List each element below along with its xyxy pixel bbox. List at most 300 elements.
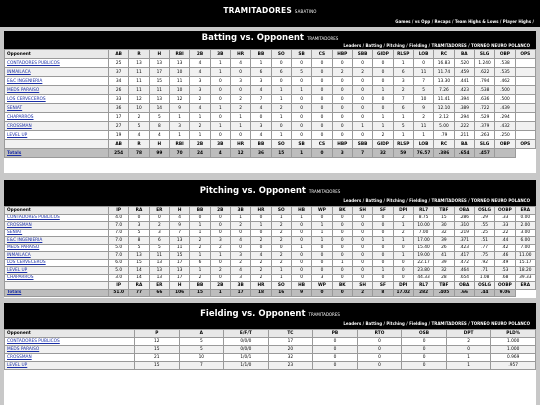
batting-cell: 2: [230, 104, 250, 113]
batting-col-header[interactable]: H: [149, 50, 169, 59]
batting-cell: 0: [312, 122, 332, 131]
batting-cell: 0: [291, 95, 311, 104]
pitching-col-header[interactable]: 2B: [210, 207, 230, 215]
pitching-cell: 0: [312, 214, 332, 222]
batting-total-cell: 76.57: [413, 149, 433, 158]
pitching-cell: .33: [495, 214, 515, 222]
batting-total-cell: 12: [230, 149, 250, 158]
batting-cell: 7: [393, 95, 413, 104]
pitching-cell: .49: [495, 259, 515, 267]
pitching-total-cell: 9: [291, 289, 311, 297]
batting-cell: .389: [454, 104, 474, 113]
batting-cell: 0: [352, 77, 372, 86]
pitching-cell: .25: [474, 229, 494, 237]
batting-cell: 12: [169, 95, 189, 104]
batting-cell: 0: [352, 86, 372, 95]
pitching-cell: 0: [332, 222, 352, 230]
pitching-col-header[interactable]: SO: [271, 207, 291, 215]
pitching-cell: 15.17: [515, 259, 535, 267]
pitching-cell: .51: [474, 237, 494, 245]
pitching-col-header[interactable]: BB: [190, 207, 210, 215]
fielding-cell: 15: [135, 362, 180, 370]
fielding-col-header[interactable]: DPT: [446, 330, 491, 338]
batting-total-cell: 32: [373, 149, 393, 158]
fielding-cell: 0.969: [491, 354, 536, 362]
batting-repeat-header-cell: RC: [434, 140, 454, 149]
batting-cell: 13: [169, 59, 189, 68]
pitching-total-cell: 0: [332, 289, 352, 297]
batting-col-header[interactable]: RLSP: [393, 50, 413, 59]
batting-cell: 0: [251, 113, 271, 122]
batting-cell: 1: [230, 113, 250, 122]
batting-repeat-header-cell: AB: [109, 140, 129, 149]
pitching-total-cell: 282: [413, 289, 433, 297]
pitching-cell: 28: [434, 274, 454, 282]
fielding-cell: 0/0/0: [224, 346, 269, 354]
opponent-link[interactable]: SENIAT: [5, 229, 109, 237]
pitching-cell: 0: [210, 229, 230, 237]
batting-cell: 1: [210, 104, 230, 113]
pitching-cell: 0: [129, 214, 149, 222]
batting-table-row: [5, 86, 536, 95]
batting-cell: 1: [210, 59, 230, 68]
batting-col-header[interactable]: OPS: [515, 50, 535, 59]
fielding-cell: 5: [179, 346, 224, 354]
top-header: [0, 0, 540, 27]
batting-cell: .294: [495, 113, 515, 122]
pitching-cell: 2: [393, 214, 413, 222]
opponent-link[interactable]: MEDS PARAISO: [5, 346, 135, 354]
batting-cell: 10: [413, 95, 433, 104]
batting-cell: 5: [413, 86, 433, 95]
pitching-col-header[interactable]: ER: [149, 207, 169, 215]
pitching-col-header[interactable]: H: [169, 207, 189, 215]
batting-cell: 0: [210, 131, 230, 140]
batting-cell: 6: [271, 68, 291, 77]
pitching-cell: 0: [373, 222, 393, 230]
batting-col-header[interactable]: HBP: [332, 50, 352, 59]
batting-col-header[interactable]: Opponent: [5, 50, 109, 59]
batting-cell: 2: [230, 95, 250, 104]
top-nav-links[interactable]: Games / vs Opp / Recaps / Team Highs & Lows / Player Highs /: [395, 19, 534, 24]
fielding-col-header[interactable]: RTO: [357, 330, 402, 338]
batting-cell: 0: [352, 59, 372, 68]
pitching-cell: .44: [495, 237, 515, 245]
batting-cell: 4: [190, 104, 210, 113]
batting-cell: 0: [332, 122, 352, 131]
batting-col-header[interactable]: AB: [109, 50, 129, 59]
opponent-link[interactable]: MEDS PARAISO: [5, 86, 109, 95]
batting-col-header[interactable]: 3B: [210, 50, 230, 59]
batting-cell: 0: [332, 95, 352, 104]
batting-cell: 0: [291, 122, 311, 131]
batting-cell: 7: [251, 95, 271, 104]
opponent-link[interactable]: CONTADORES PUBLICOS: [5, 214, 109, 222]
batting-repeat-header-cell: SBB: [352, 140, 372, 149]
batting-col-header[interactable]: BB: [251, 50, 271, 59]
batting-cell: 1: [271, 131, 291, 140]
batting-repeat-header-cell: R: [129, 140, 149, 149]
pitching-cell: 4: [251, 252, 271, 260]
batting-cell: .459: [454, 68, 474, 77]
pitching-repeat-header-cell: HB: [291, 282, 311, 290]
batting-panel: [4, 31, 536, 173]
pitching-cell: 11.00: [515, 252, 535, 260]
batting-col-header[interactable]: LOB: [413, 50, 433, 59]
batting-cell: 3: [251, 122, 271, 131]
batting-cell: 16.83: [434, 59, 454, 68]
pitching-repeat-header-cell: OSLG: [474, 282, 494, 290]
pitching-cell: 0: [312, 244, 332, 252]
pitching-cell: 0: [210, 214, 230, 222]
batting-col-header[interactable]: HR: [230, 50, 250, 59]
pitching-cell: 0: [312, 252, 332, 260]
batting-cell: 8: [149, 122, 169, 131]
pitching-repeat-header-cell: [5, 282, 109, 290]
fielding-cell: 0: [313, 346, 358, 354]
batting-cell: .379: [474, 122, 494, 131]
pitching-repeat-header-cell: 2B: [210, 282, 230, 290]
batting-cell: 4: [190, 59, 210, 68]
batting-total-cell: 59: [393, 149, 413, 158]
batting-cell: 0: [312, 104, 332, 113]
batting-repeat-header-cell: 3B: [210, 140, 230, 149]
fielding-col-header[interactable]: A: [179, 330, 224, 338]
pitching-cell: 2: [210, 267, 230, 275]
pitching-col-header[interactable]: SH: [352, 207, 372, 215]
pitching-total-cell: 8: [373, 289, 393, 297]
batting-cell: 0: [352, 104, 372, 113]
batting-cell: 11.74: [434, 68, 454, 77]
pitching-title: Pitching vs. Opponent TRAMITADORES: [199, 186, 341, 196]
pitching-cell: 15.40: [413, 244, 433, 252]
opponent-link[interactable]: E&C INGENIERIA: [5, 77, 109, 86]
batting-cell: 4: [251, 86, 271, 95]
pitching-total-cell: 9.06: [495, 289, 515, 297]
pitching-col-header[interactable]: ERA: [515, 207, 535, 215]
batting-total-cell: 99: [149, 149, 169, 158]
pitching-cell: 4: [230, 237, 250, 245]
pitching-cell: 0: [332, 237, 352, 245]
batting-cell: [515, 68, 535, 77]
opponent-link[interactable]: LEVEL UP: [5, 131, 109, 140]
pitching-cell: 1: [190, 267, 210, 275]
pitching-cell: 0: [332, 267, 352, 275]
pitching-cell: 0: [352, 222, 372, 230]
pitching-cell: 3: [210, 237, 230, 245]
pitching-cell: 22.17: [413, 259, 433, 267]
fielding-cell: 23: [268, 362, 313, 370]
pitching-cell: 0: [352, 259, 372, 267]
batting-total-cell: 78: [129, 149, 149, 158]
batting-cell: 0: [210, 86, 230, 95]
batting-total-cell: 254: [109, 149, 129, 158]
batting-table: [4, 49, 536, 158]
fielding-col-header[interactable]: E/F/T: [224, 330, 269, 338]
batting-cell: .636: [474, 95, 494, 104]
fielding-cell: 0: [402, 338, 447, 346]
batting-cell: 5: [129, 122, 149, 131]
batting-cell: 1: [413, 131, 433, 140]
opponent-link[interactable]: SENIAT: [5, 104, 109, 113]
pitching-table: [4, 206, 536, 297]
pitching-cell: 2: [251, 237, 271, 245]
batting-table-row: [5, 95, 536, 104]
pitching-col-header[interactable]: Opponent: [5, 207, 109, 215]
batting-cell: 34: [109, 77, 129, 86]
batting-col-header[interactable]: GIDP: [373, 50, 393, 59]
fielding-cell: 1: [446, 362, 491, 370]
pitching-col-header[interactable]: RA: [129, 207, 149, 215]
fielding-cell: 12: [135, 338, 180, 346]
batting-cell: 3: [393, 77, 413, 86]
opponent-link[interactable]: E&C INGENIERIA: [5, 237, 109, 245]
pitching-col-header[interactable]: 3B: [230, 207, 250, 215]
fielding-col-header[interactable]: PB: [313, 330, 358, 338]
batting-col-header[interactable]: R: [129, 50, 149, 59]
pitching-cell: 13: [169, 267, 189, 275]
pitching-cell: 1: [230, 214, 250, 222]
opponent-link[interactable]: LOS CERVECEROS: [5, 95, 109, 104]
batting-cell: 2: [332, 68, 352, 77]
pitching-col-header[interactable]: OOBP: [495, 207, 515, 215]
batting-cell: 9: [169, 104, 189, 113]
pitching-total-cell: .405: [434, 289, 454, 297]
batting-cell: 11.41: [434, 95, 454, 104]
pitching-cell: .417: [454, 252, 474, 260]
opponent-link[interactable]: INMAILACA: [5, 68, 109, 77]
pitching-table-row: [5, 252, 536, 260]
pitching-total-cell: Totals: [5, 289, 109, 297]
pitching-cell: 3: [149, 229, 169, 237]
pitching-cell: 8.75: [413, 214, 433, 222]
batting-col-header[interactable]: CS: [312, 50, 332, 59]
batting-cell: [515, 131, 535, 140]
pitching-cell: 1: [251, 222, 271, 230]
pitching-cell: 0: [393, 274, 413, 282]
batting-cell: 4: [230, 59, 250, 68]
fielding-title: Fielding vs. Opponent TRAMITADORES: [200, 309, 340, 319]
pitching-cell: 2: [271, 237, 291, 245]
batting-col-header[interactable]: SBB: [352, 50, 372, 59]
opponent-link[interactable]: CONTADORES PUBLICOS: [5, 338, 135, 346]
pitching-col-header[interactable]: OBA: [454, 207, 474, 215]
pitching-cell: 0: [332, 229, 352, 237]
pitching-cell: 3.00: [515, 229, 535, 237]
opponent-link[interactable]: LOS CERVECEROS: [5, 259, 109, 267]
batting-cell: .222: [454, 122, 474, 131]
batting-cell: 2: [393, 86, 413, 95]
fielding-cell: 5: [179, 338, 224, 346]
opponent-link[interactable]: LEVEL UP: [5, 362, 135, 370]
pitching-total-cell: 51.0: [109, 289, 129, 297]
pitching-cell: .371: [454, 237, 474, 245]
batting-repeat-header-cell: BB: [251, 140, 271, 149]
opponent-link[interactable]: CHAPARROS: [5, 113, 109, 122]
pitching-col-header[interactable]: WP: [312, 207, 332, 215]
pitching-repeat-header-cell: DPI: [393, 282, 413, 290]
pitching-repeat-header-cell: SH: [352, 282, 372, 290]
batting-cell: 0: [312, 59, 332, 68]
pitching-cell: 3.0: [109, 274, 129, 282]
fielding-col-header[interactable]: P: [135, 330, 180, 338]
fielding-col-header[interactable]: Opponent: [5, 330, 135, 338]
pitching-col-header[interactable]: DPI: [393, 207, 413, 215]
fielding-col-header[interactable]: OSB: [402, 330, 447, 338]
fielding-cell: 0: [313, 354, 358, 362]
batting-total-cell: 36: [251, 149, 271, 158]
batting-total-cell: .654: [454, 149, 474, 158]
pitching-cell: 9: [169, 222, 189, 230]
pitching-col-header[interactable]: HR: [251, 207, 271, 215]
pitching-col-header[interactable]: RL7: [413, 207, 433, 215]
batting-cell: 3: [169, 122, 189, 131]
pitching-cell: 0: [393, 259, 413, 267]
batting-col-header[interactable]: SO: [271, 50, 291, 59]
pitching-cell: 15: [129, 259, 149, 267]
page-title: TRAMITADORES SABATINO: [223, 6, 317, 15]
opponent-link[interactable]: CROSSMAN: [5, 222, 109, 230]
pitching-cell: .42: [495, 244, 515, 252]
fielding-col-header[interactable]: PLD%: [491, 330, 536, 338]
batting-repeat-header-cell: GIDP: [373, 140, 393, 149]
opponent-link[interactable]: CROSSMAN: [5, 354, 135, 362]
batting-total-cell: [495, 149, 515, 158]
pitching-cell: 39.33: [515, 274, 535, 282]
batting-cell: 4: [190, 68, 210, 77]
fielding-cell: 15: [135, 346, 180, 354]
batting-col-header[interactable]: RC: [434, 50, 454, 59]
batting-cell: 0: [312, 113, 332, 122]
pitching-cell: 1: [271, 267, 291, 275]
pitching-cell: 5: [149, 244, 169, 252]
batting-cell: 0: [230, 86, 250, 95]
batting-cell: 27: [109, 122, 129, 131]
batting-cell: .538: [474, 86, 494, 95]
batting-col-header[interactable]: OBP: [495, 50, 515, 59]
pitching-col-header[interactable]: HB: [291, 207, 311, 215]
pitching-col-header[interactable]: OSLG: [474, 207, 494, 215]
pitching-cell: 0: [373, 252, 393, 260]
batting-col-header[interactable]: 2B: [190, 50, 210, 59]
batting-cell: .441: [454, 77, 474, 86]
opponent-link[interactable]: CONTADORES PUBLICOS: [5, 59, 109, 68]
pitching-cell: 2: [190, 237, 210, 245]
pitching-tabs[interactable]: Leaders / Batting / Pitching / Fielding / TRAMITADORES / TORNEO NEURO POLANCO: [343, 198, 530, 203]
pitching-cell: 7: [169, 229, 189, 237]
batting-cell: 17: [149, 68, 169, 77]
batting-totals-row: [5, 149, 536, 158]
opponent-link[interactable]: MEDS PARAISO: [5, 244, 109, 252]
batting-cell: 0: [312, 95, 332, 104]
batting-cell: 1: [210, 122, 230, 131]
pitching-cell: 0: [352, 274, 372, 282]
pitching-cell: 7.0: [109, 229, 129, 237]
pitching-cell: 2: [271, 259, 291, 267]
batting-tabs[interactable]: Leaders / Batting / Pitching / Fielding / TRAMITADORES / TORNEO NEURO POLANCO: [343, 43, 530, 48]
batting-col-header[interactable]: SLG: [474, 50, 494, 59]
batting-col-header[interactable]: BA: [454, 50, 474, 59]
pitching-cell: 5: [129, 244, 149, 252]
pitching-total-cell: .66: [454, 289, 474, 297]
pitching-repeat-header-cell: ERA: [515, 282, 535, 290]
pitching-col-header[interactable]: SF: [373, 207, 393, 215]
opponent-link[interactable]: LEVEL UP: [5, 267, 109, 275]
fielding-cell: 10: [179, 354, 224, 362]
batting-col-header[interactable]: SB: [291, 50, 311, 59]
batting-table-row: [5, 113, 536, 122]
pitching-cell: 18.20: [515, 267, 535, 275]
pitching-cell: 7.00: [515, 244, 535, 252]
batting-cell: 0: [373, 77, 393, 86]
pitching-cell: 7.0: [109, 237, 129, 245]
fielding-cell: 32: [268, 354, 313, 362]
pitching-col-header[interactable]: IP: [109, 207, 129, 215]
opponent-link[interactable]: INMAILACA: [5, 252, 109, 260]
pitching-total-cell: 0: [312, 289, 332, 297]
batting-repeat-header-cell: [5, 140, 109, 149]
pitching-cell: 2: [271, 222, 291, 230]
pitching-cell: 2: [210, 244, 230, 252]
pitching-total-cell: 18: [251, 289, 271, 297]
batting-table-row: [5, 131, 536, 140]
pitching-repeat-header-cell: TBF: [434, 282, 454, 290]
fielding-col-header[interactable]: TC: [268, 330, 313, 338]
batting-cell: 2.12: [434, 113, 454, 122]
fielding-table-row: [5, 338, 536, 346]
batting-cell: 11: [413, 122, 433, 131]
pitching-cell: 0: [352, 252, 372, 260]
batting-cell: 13: [149, 59, 169, 68]
batting-total-cell: 7: [352, 149, 372, 158]
batting-cell: 3: [190, 86, 210, 95]
pitching-cell: 15: [434, 214, 454, 222]
fielding-table: [4, 329, 536, 370]
pitching-col-header[interactable]: BK: [332, 207, 352, 215]
pitching-table-row: [5, 237, 536, 245]
fielding-tabs[interactable]: Leaders / Batting / Pitching / Fielding / TRAMITADORES / TORNEO NEURO POLANCO: [343, 321, 530, 326]
batting-cell: [515, 95, 535, 104]
pitching-cell: 3: [312, 274, 332, 282]
pitching-cell: 5.0: [109, 244, 129, 252]
pitching-table-row: [5, 214, 536, 222]
batting-cell: 19: [109, 131, 129, 140]
pitching-col-header[interactable]: TBF: [434, 207, 454, 215]
pitching-cell: 0: [312, 267, 332, 275]
batting-cell: 0: [332, 104, 352, 113]
batting-cell: 3: [251, 77, 271, 86]
batting-cell: 5: [393, 122, 413, 131]
opponent-link[interactable]: CHAPARROS: [5, 274, 109, 282]
batting-col-header[interactable]: RBI: [169, 50, 189, 59]
batting-cell: 1: [271, 113, 291, 122]
opponent-link[interactable]: CROSSMAN: [5, 122, 109, 131]
batting-cell: 1: [271, 95, 291, 104]
pitching-cell: 13: [169, 237, 189, 245]
fielding-table-row: [5, 346, 536, 354]
pitching-cell: .472: [454, 259, 474, 267]
batting-total-cell: Totals: [5, 149, 109, 158]
batting-cell: .432: [495, 122, 515, 131]
pitching-total-cell: 17: [230, 289, 250, 297]
pitching-cell: 0: [271, 244, 291, 252]
fielding-cell: 0: [313, 362, 358, 370]
pitching-cell: 2: [251, 259, 271, 267]
batting-cell: .535: [495, 68, 515, 77]
pitching-cell: .310: [454, 222, 474, 230]
pitching-cell: .33: [495, 222, 515, 230]
pitching-cell: 0: [230, 229, 250, 237]
